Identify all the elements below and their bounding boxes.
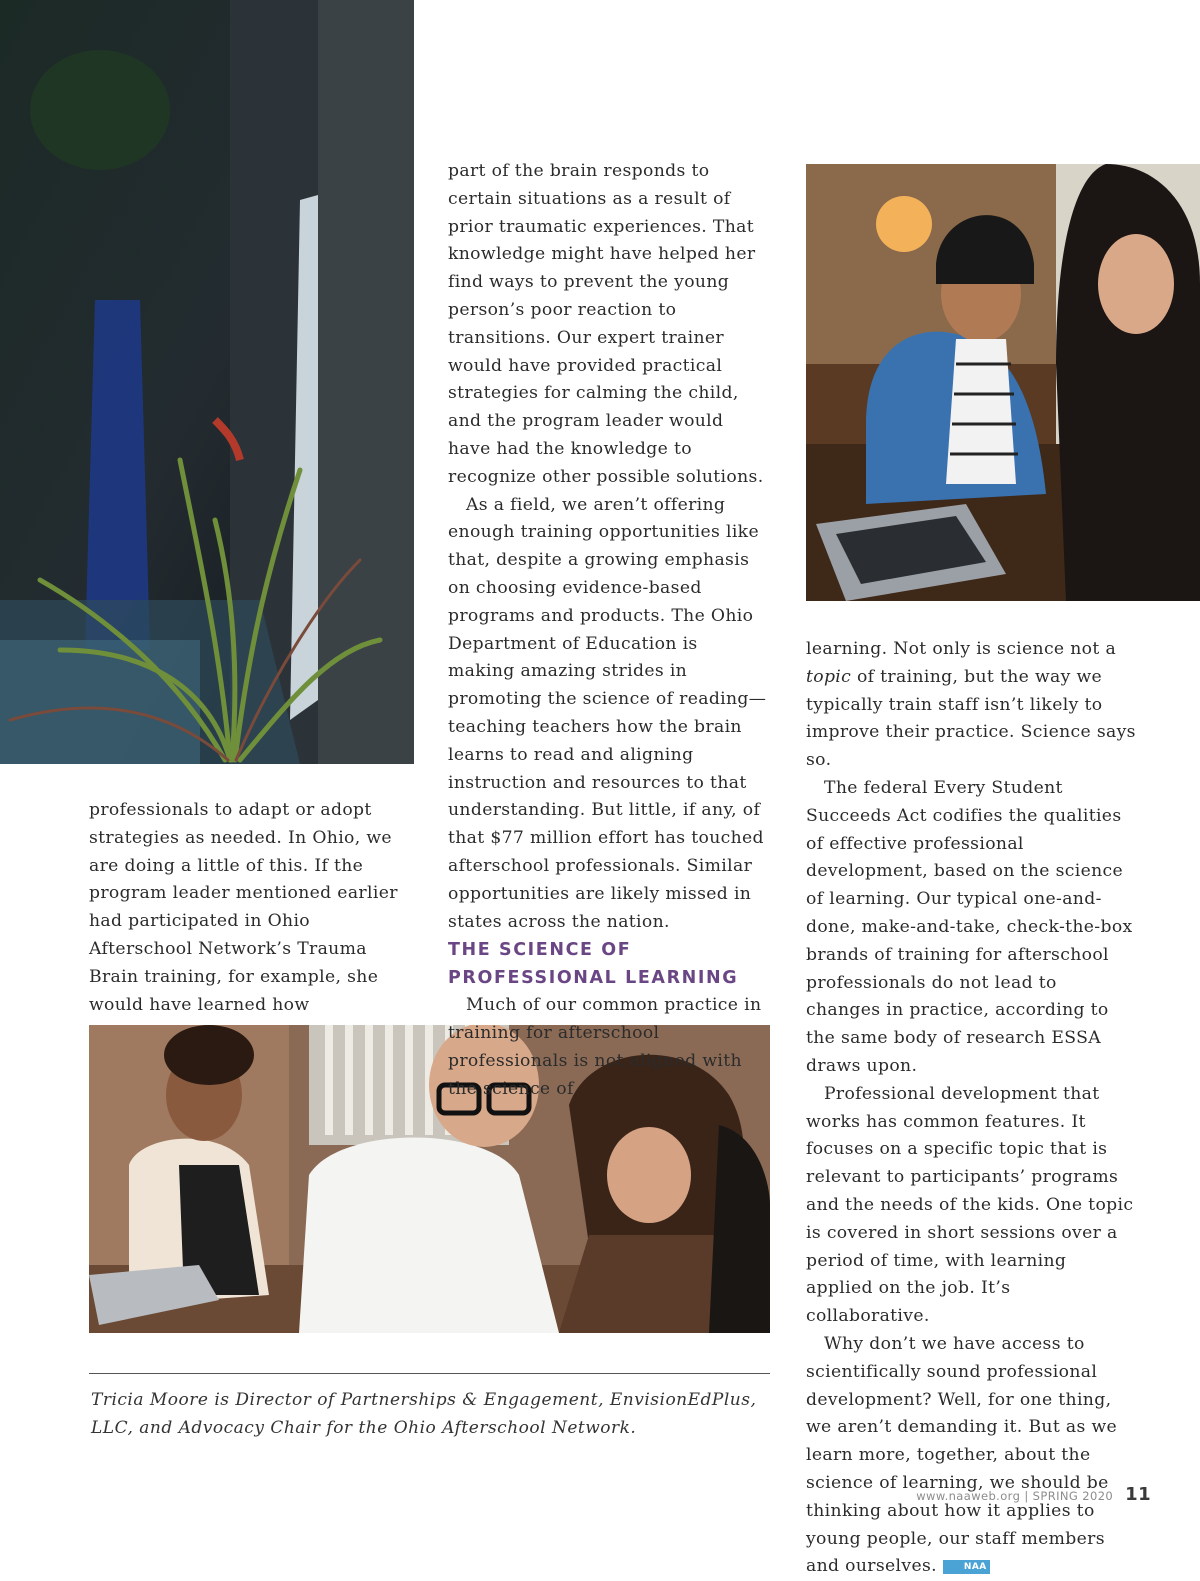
column-right bbox=[806, 636, 1136, 1581]
plant-photo bbox=[0, 0, 414, 764]
column-middle bbox=[448, 158, 770, 1104]
women-laptop-photo bbox=[806, 164, 1200, 601]
body-paragraph: Professional development that works has common features. It focuses on a specific topic that is relevant to participants’ programs and the needs of the kids. One topic is covered in short sessions over a period of time, with learning applied on the job. It’s collaborative. bbox=[806, 1083, 1134, 1327]
page-footer bbox=[916, 1484, 1151, 1505]
body-paragraph: Much of our common practice in training for afterschool professionals is not aligned with the science of bbox=[448, 995, 762, 1099]
naa-end-mark-icon: NAA bbox=[943, 1560, 990, 1574]
body-paragraph: The federal Every Student Succeeds Act codifies the qualities of effective professional development, based on the science of learning. Our typical one-and-done, make-and-take, check-the-box brands of training for afterschool professionals do not lead to changes in practice, according to the same body of research ESSA draws upon. bbox=[806, 777, 1133, 1076]
body-paragraph: part of the brain responds to certain situations as a result of prior traumatic experiences. That knowledge might have helped her find ways to prevent the young person’s poor reaction to transitions. Our expert trainer would have provided practical strategies for calming the child, and the program leader would have had the knowledge to recognize other possible solutions. bbox=[448, 161, 764, 487]
body-paragraph: As a field, we aren’t offering enough training opportunities like that, despite a growing emphasis on choosing evidence-based programs and products. The Ohio Department of Education is making amazing strides in promoting the science of reading—teaching teachers how the brain learns to read and aligning instruction and resources to that understanding. But little, if any, of that $77 million effort has touched afterschool professionals. Similar opportunities are likely missed in states across the nation. bbox=[448, 494, 767, 932]
page-number: 11 bbox=[1125, 1484, 1151, 1505]
column-left bbox=[89, 797, 409, 1019]
footer-url-issue: www.naaweb.org | SPRING 2020 bbox=[916, 1489, 1114, 1503]
section-heading: THE SCIENCE OF PROFESSIONAL LEARNING bbox=[448, 940, 739, 989]
author-bio: Tricia Moore is Director of Partnerships & Engagement, EnvisionEdPlus, LLC, and Advocacy Chair for the Ohio Afterschool Network. bbox=[91, 1390, 757, 1438]
body-paragraph: learning. Not only is science not a topic of training, but the way we typically train staff isn’t likely to improve their practice. Science says so. bbox=[806, 639, 1136, 771]
body-paragraph: professionals to adapt or adopt strategies as needed. In Ohio, we are doing a little of this. If the program leader mentioned earlier had participated in Ohio Afterschool Network’s Trauma Brain training, for example, she would have learned how bbox=[89, 800, 398, 1015]
bio-divider bbox=[89, 1373, 770, 1374]
body-paragraph: Why don’t we have access to scientifically sound professional development? Well, for one thing, we aren’t demanding it. But as we learn more, together, about the science of learning, we should be thinking about how it applies to young people, our staff members and ourselves. NAA bbox=[806, 1333, 1118, 1577]
